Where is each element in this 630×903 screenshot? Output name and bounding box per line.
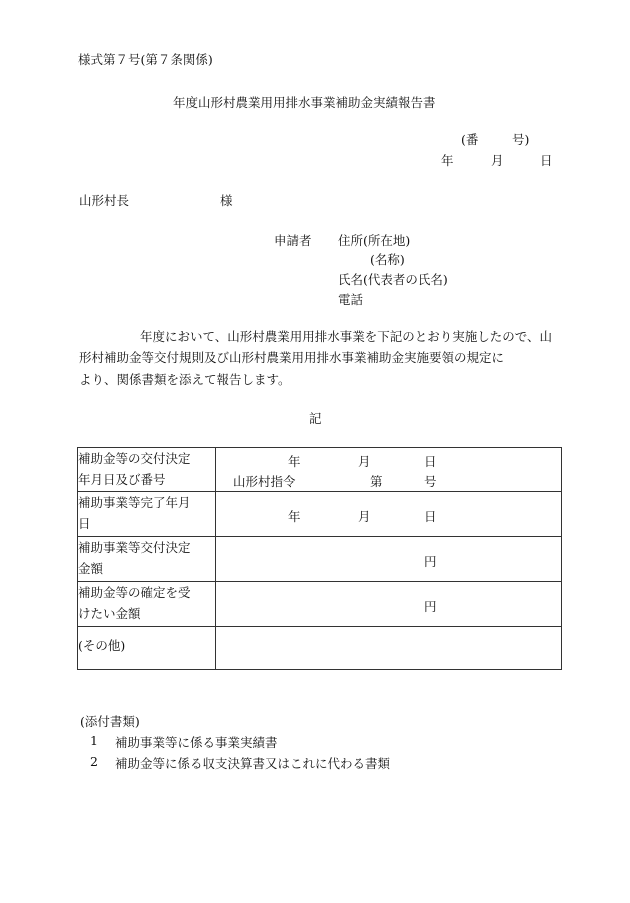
ki-label: 記 — [309, 411, 322, 426]
row3-label-cell — [78, 537, 216, 582]
attachment-1-num: 1 — [90, 733, 98, 748]
document-number-open: (番 — [461, 132, 479, 147]
row4-label-cell — [78, 582, 216, 627]
addressee-honorific: 様 — [220, 193, 233, 208]
applicant-company-name: (名称) — [370, 252, 405, 267]
date-day: 日 — [540, 153, 553, 168]
row1-value-cell[interactable] — [216, 448, 562, 492]
table-row — [78, 627, 562, 670]
row2-year: 年 — [288, 509, 301, 524]
applicant-label: 申請者 — [274, 233, 312, 248]
row5-label: (その他) — [78, 638, 126, 653]
attachments-heading: (添付書類) — [80, 714, 140, 729]
attachment-2-num: 2 — [90, 754, 98, 769]
row4-yen: 円 — [424, 599, 437, 614]
row5-value-cell[interactable] — [216, 627, 562, 670]
row4-label-line1: 補助金等の確定を受 — [78, 585, 191, 600]
row1-label-line2: 年月日及び番号 — [78, 472, 166, 487]
date-month: 月 — [491, 153, 504, 168]
row2-value-cell[interactable] — [216, 492, 562, 537]
body-line-3: より、関係書類を添えて報告します。 — [79, 372, 291, 387]
row1-month: 月 — [358, 454, 371, 469]
date-year: 年 — [441, 153, 454, 168]
addressee-name: 山形村長 — [79, 193, 130, 208]
attachment-1-text: 補助事業等に係る事業実績書 — [115, 735, 278, 750]
row5-label-cell — [78, 627, 216, 670]
row1-year: 年 — [288, 454, 301, 469]
row4-value-cell[interactable] — [216, 582, 562, 627]
table-row — [78, 448, 562, 492]
applicant-address: 住所(所在地) — [338, 233, 411, 248]
row3-value-cell[interactable] — [216, 537, 562, 582]
table-row — [78, 537, 562, 582]
row2-label-line2: 日 — [78, 516, 91, 531]
row2-label-cell — [78, 492, 216, 537]
applicant-phone: 電話 — [338, 292, 364, 307]
row1-label-line1: 補助金等の交付決定 — [78, 451, 191, 466]
document-number-close: 号) — [512, 132, 530, 147]
row1-label-cell — [78, 448, 216, 492]
body-line-1: 年度において、山形村農業用用排水事業を下記のとおり実施したので、山 — [140, 329, 553, 344]
row1-directive: 山形村指令 — [233, 474, 296, 489]
row2-label-line1: 補助事業等完了年月 — [78, 495, 191, 510]
body-line-2: 形村補助金等交付規則及び山形村農業用用排水事業補助金実施要領の規定に — [79, 350, 505, 365]
table-row — [78, 492, 562, 537]
row1-day: 日 — [424, 454, 437, 469]
table-row — [78, 582, 562, 627]
row4-label-line2: けたい金額 — [78, 606, 141, 621]
row2-month: 月 — [358, 509, 371, 524]
document-title: 年度山形村農業用用排水事業補助金実績報告書 — [173, 95, 436, 110]
row3-yen: 円 — [424, 554, 437, 569]
row3-label-line1: 補助事業等交付決定 — [78, 540, 191, 555]
row1-go: 号 — [424, 474, 437, 489]
report-table — [77, 447, 562, 670]
attachment-2-text: 補助金等に係る収支決算書又はこれに代わる書類 — [115, 756, 391, 771]
form-number: 様式第７号(第７条関係) — [78, 52, 213, 67]
row2-day: 日 — [424, 509, 437, 524]
row1-dai: 第 — [370, 474, 383, 489]
applicant-representative-name: 氏名(代表者の氏名) — [338, 272, 448, 287]
row3-label-line2: 金額 — [78, 561, 104, 576]
